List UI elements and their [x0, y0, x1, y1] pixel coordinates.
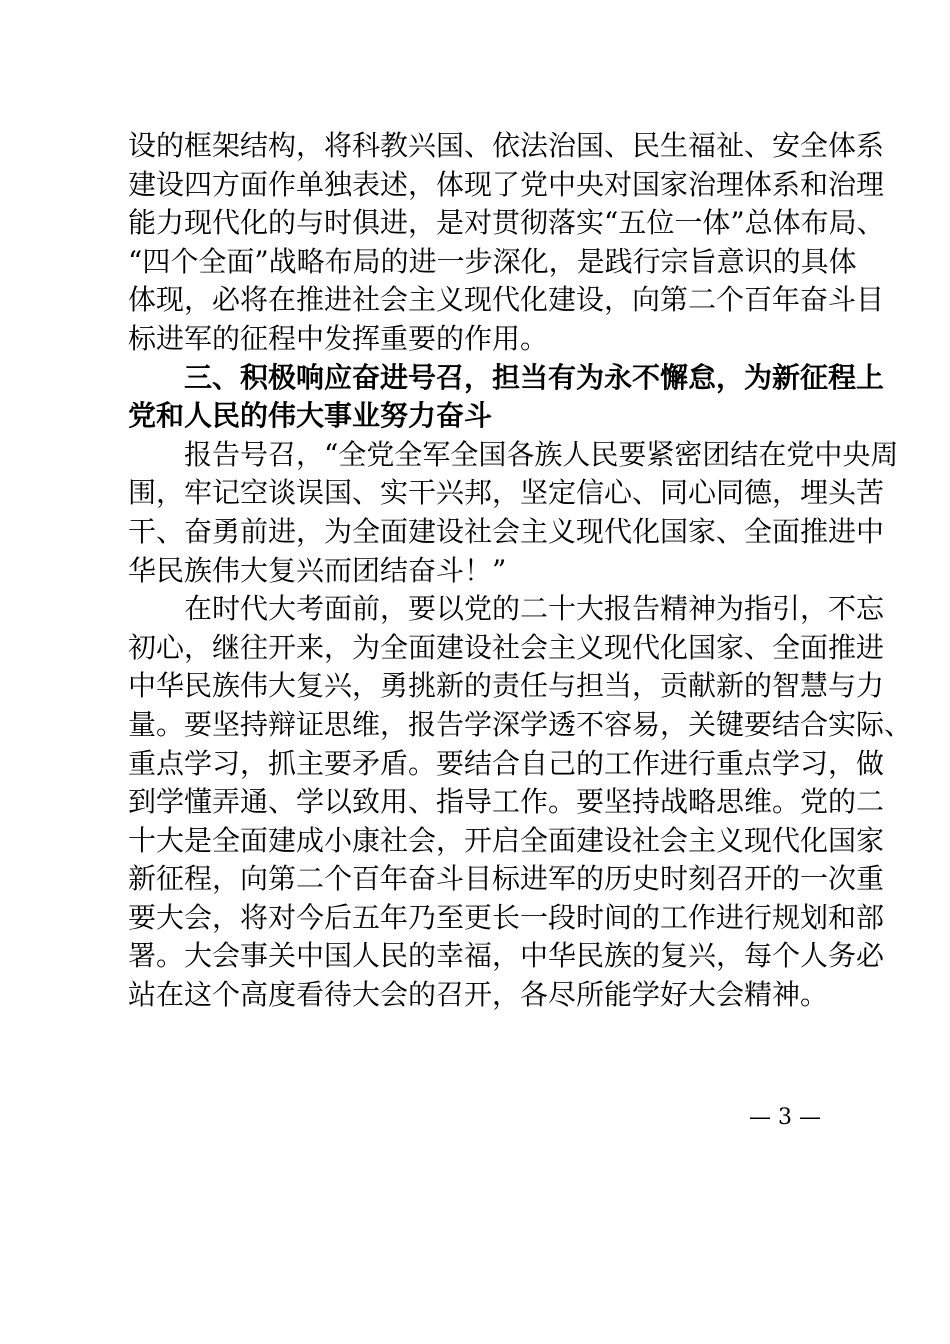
text-line: 体现，必将在推进社会主义现代化建设，向第二个百年奋斗目	[128, 283, 885, 317]
paragraph-continuation	[128, 127, 885, 359]
text-line: 能力现代化的与时俱进，是对贯彻落实“五位一体”总体布局、	[128, 206, 885, 240]
text-line: 中华民族伟大复兴，勇挑新的责任与担当，贡献新的智慧与力	[128, 669, 885, 703]
page-number: — 3 —	[749, 1105, 821, 1130]
text-line: 初心，继往开来，为全面建设社会主义现代化国家、全面推进	[128, 630, 885, 664]
text-line: 围，牢记空谈误国、实干兴邦，坚定信心、同心同德，埋头苦	[128, 476, 885, 510]
text-line: 站在这个高度看待大会的召开，各尽所能学好大会精神。	[128, 978, 829, 1012]
paragraph-quote	[128, 436, 899, 590]
text-line: 十大是全面建成小康社会，开启全面建设社会主义现代化国家	[128, 823, 885, 857]
text-line: 在时代大考面前，要以党的二十大报告精神为指引，不忘	[184, 592, 885, 626]
text-line: 重点学习，抓主要矛盾。要结合自己的工作进行重点学习，做	[128, 746, 885, 780]
text-line: 要大会，将对今后五年乃至更长一段时间的工作进行规划和部	[128, 900, 885, 934]
text-line: 设的框架结构，将科教兴国、依法治国、民生福祉、安全体系	[128, 129, 885, 162]
text-line: 量。要坚持辩证思维，报告学深学透不容易，关键要结合实际、	[128, 707, 913, 741]
section-heading	[128, 359, 885, 436]
paragraph-main	[128, 590, 913, 1015]
heading-line: 党和人民的伟大事业努力奋斗	[128, 399, 493, 433]
document-body	[128, 127, 913, 1015]
text-line: 报告号召，“全党全军全国各族人民要紧密团结在党中央周	[184, 437, 899, 471]
text-line: 华民族伟大复兴而团结奋斗！”	[128, 553, 507, 587]
text-line: 标进军的征程中发挥重要的作用。	[128, 321, 549, 355]
text-line: 建设四方面作单独表述，体现了党中央对国家治理体系和治理	[128, 167, 885, 201]
heading-line: 三、积极响应奋进号召，担当有为永不懈怠，为新征程上	[184, 360, 885, 394]
text-line: “四个全面”战略布局的进一步深化，是践行宗旨意识的具体	[128, 244, 857, 278]
text-line: 到学懂弄通、学以致用、指导工作。要坚持战略思维。党的二	[128, 785, 885, 819]
text-line: 干、奋勇前进，为全面建设社会主义现代化国家、全面推进中	[128, 514, 885, 548]
text-line: 新征程，向第二个百年奋斗目标进军的历史时刻召开的一次重	[128, 862, 885, 896]
text-line: 署。大会事关中国人民的幸福，中华民族的复兴，每个人务必	[128, 939, 885, 973]
